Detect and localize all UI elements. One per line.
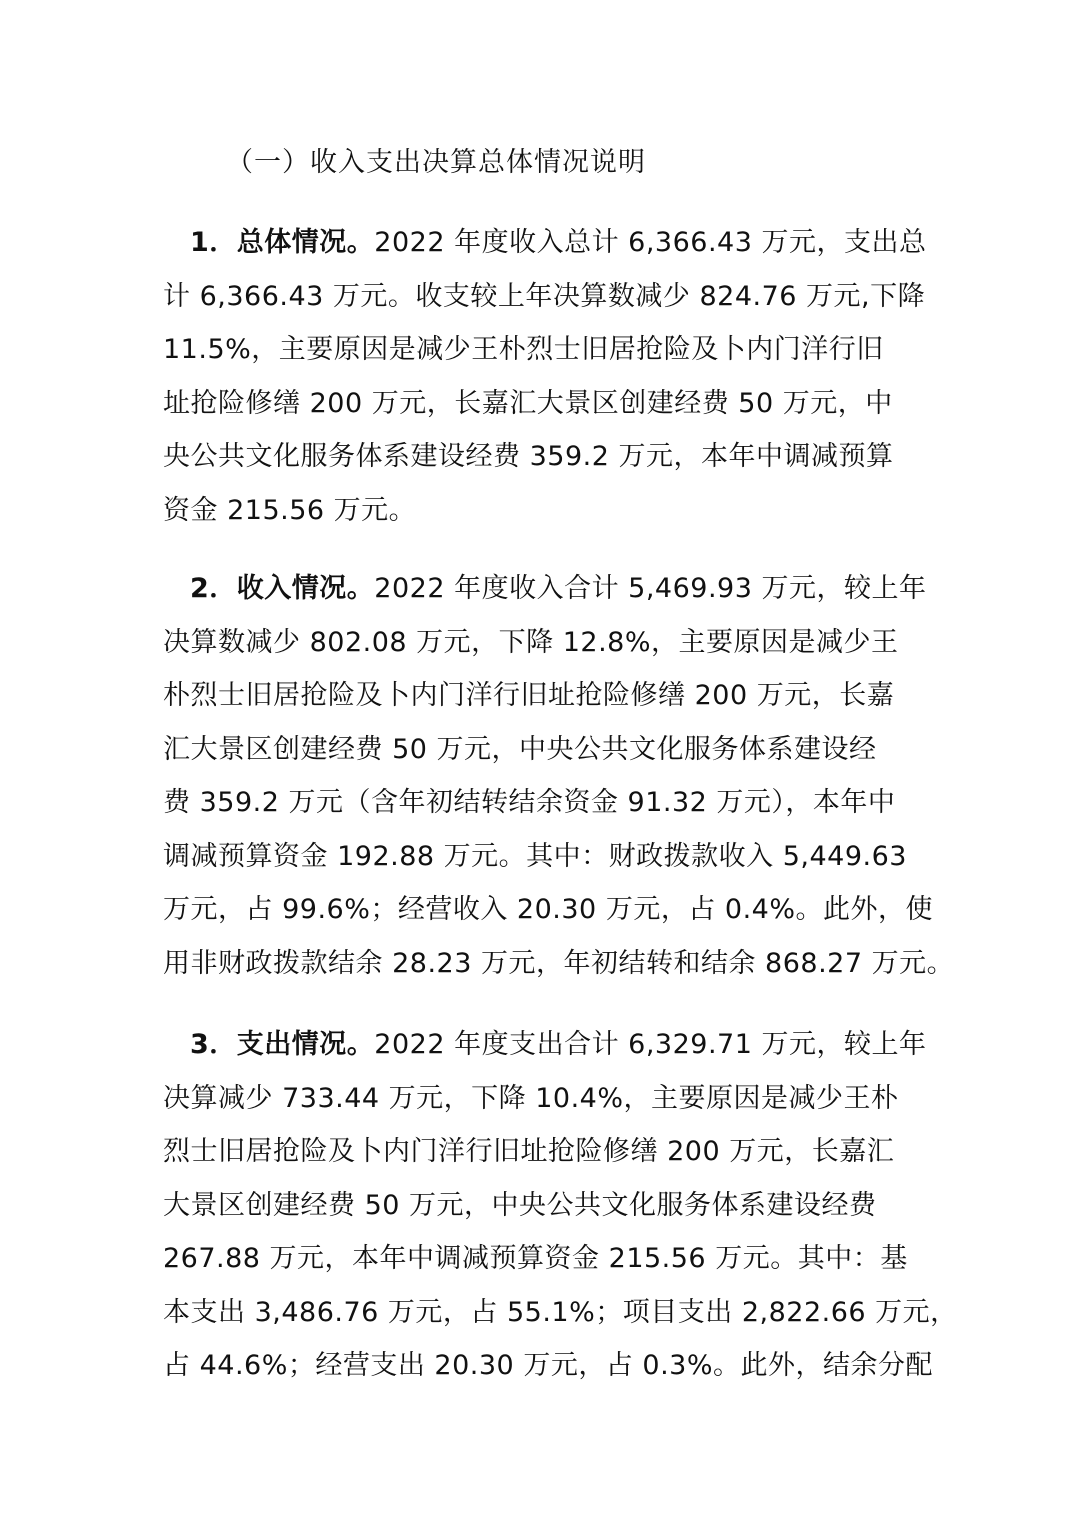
paragraph-line: 11.5%，主要原因是减少王朴烈士旧居抢险及卜内门洋行旧: [163, 334, 884, 365]
paragraph-line: 资金 215.56 万元。: [163, 494, 417, 526]
paragraph-line: 大景区创建经费 50 万元，中央公共文化服务体系建设经费: [163, 1189, 877, 1221]
paragraph-lead: 1．总体情况。: [190, 227, 375, 258]
paragraph-expenditure: [163, 1018, 958, 1393]
paragraph-line: 址抢险修缮 200 万元，长嘉汇大景区创建经费 50 万元，中: [163, 387, 893, 419]
paragraph-lead: 2．收入情况。: [190, 573, 375, 604]
paragraph-line: 本支出 3,486.76 万元，占 55.1%；项目支出 2,822.66 万元，: [163, 1296, 958, 1328]
paragraph-line: 调减预算资金 192.88 万元。其中：财政拨款收入 5,449.63: [163, 840, 907, 872]
paragraph-income: [163, 562, 955, 990]
paragraph-line: 用非财政拨款结余 28.23 万元，年初结转和结余 868.27 万元。: [163, 947, 955, 979]
paragraph-line: 决算减少 733.44 万元，下降 10.4%，主要原因是减少王朴: [163, 1082, 899, 1114]
paragraph-line: 央公共文化服务体系建设经费 359.2 万元，本年中调减预算: [163, 441, 894, 472]
paragraph-text: 2022 年度收入合计 5,469.93 万元，较上年: [374, 573, 927, 604]
paragraph-text: 2022 年度支出合计 6,329.71 万元，较上年: [374, 1029, 927, 1060]
paragraph-line: 决算数减少 802.08 万元，下降 12.8%，主要原因是减少王: [163, 626, 899, 658]
paragraph-line: 费 359.2 万元（含年初结转结余资金 91.32 万元），本年中: [163, 787, 896, 818]
paragraph-line: 万元，占 99.6%；经营收入 20.30 万元，占 0.4%。此外，使: [163, 894, 933, 925]
paragraph-text: 2022 年度收入总计 6,366.43 万元，支出总: [374, 227, 927, 258]
paragraph-line: 占 44.6%；经营支出 20.30 万元，占 0.3%。此外，结余分配: [163, 1350, 933, 1381]
paragraph-line: 计 6,366.43 万元。收支较上年决算数减少 824.76 万元,下降: [163, 280, 926, 312]
paragraph-line: 267.88 万元，本年中调减预算资金 215.56 万元。其中：基: [163, 1243, 908, 1274]
paragraph-lead: 3．支出情况。: [190, 1029, 375, 1060]
paragraph-line: 汇大景区创建经费 50 万元，中央公共文化服务体系建设经: [163, 733, 877, 765]
paragraph-line: 朴烈士旧居抢险及卜内门洋行旧址抢险修缮 200 万元，长嘉: [163, 680, 895, 711]
paragraph-line: [163, 562, 943, 616]
paragraph-line: 烈士旧居抢险及卜内门洋行旧址抢险修缮 200 万元，长嘉汇: [163, 1136, 895, 1167]
section-heading: （一）收入支出决算总体情况说明: [226, 147, 646, 178]
paragraph-line: [163, 1018, 943, 1072]
paragraph-line: [163, 216, 943, 270]
paragraph-overall: [163, 216, 943, 537]
